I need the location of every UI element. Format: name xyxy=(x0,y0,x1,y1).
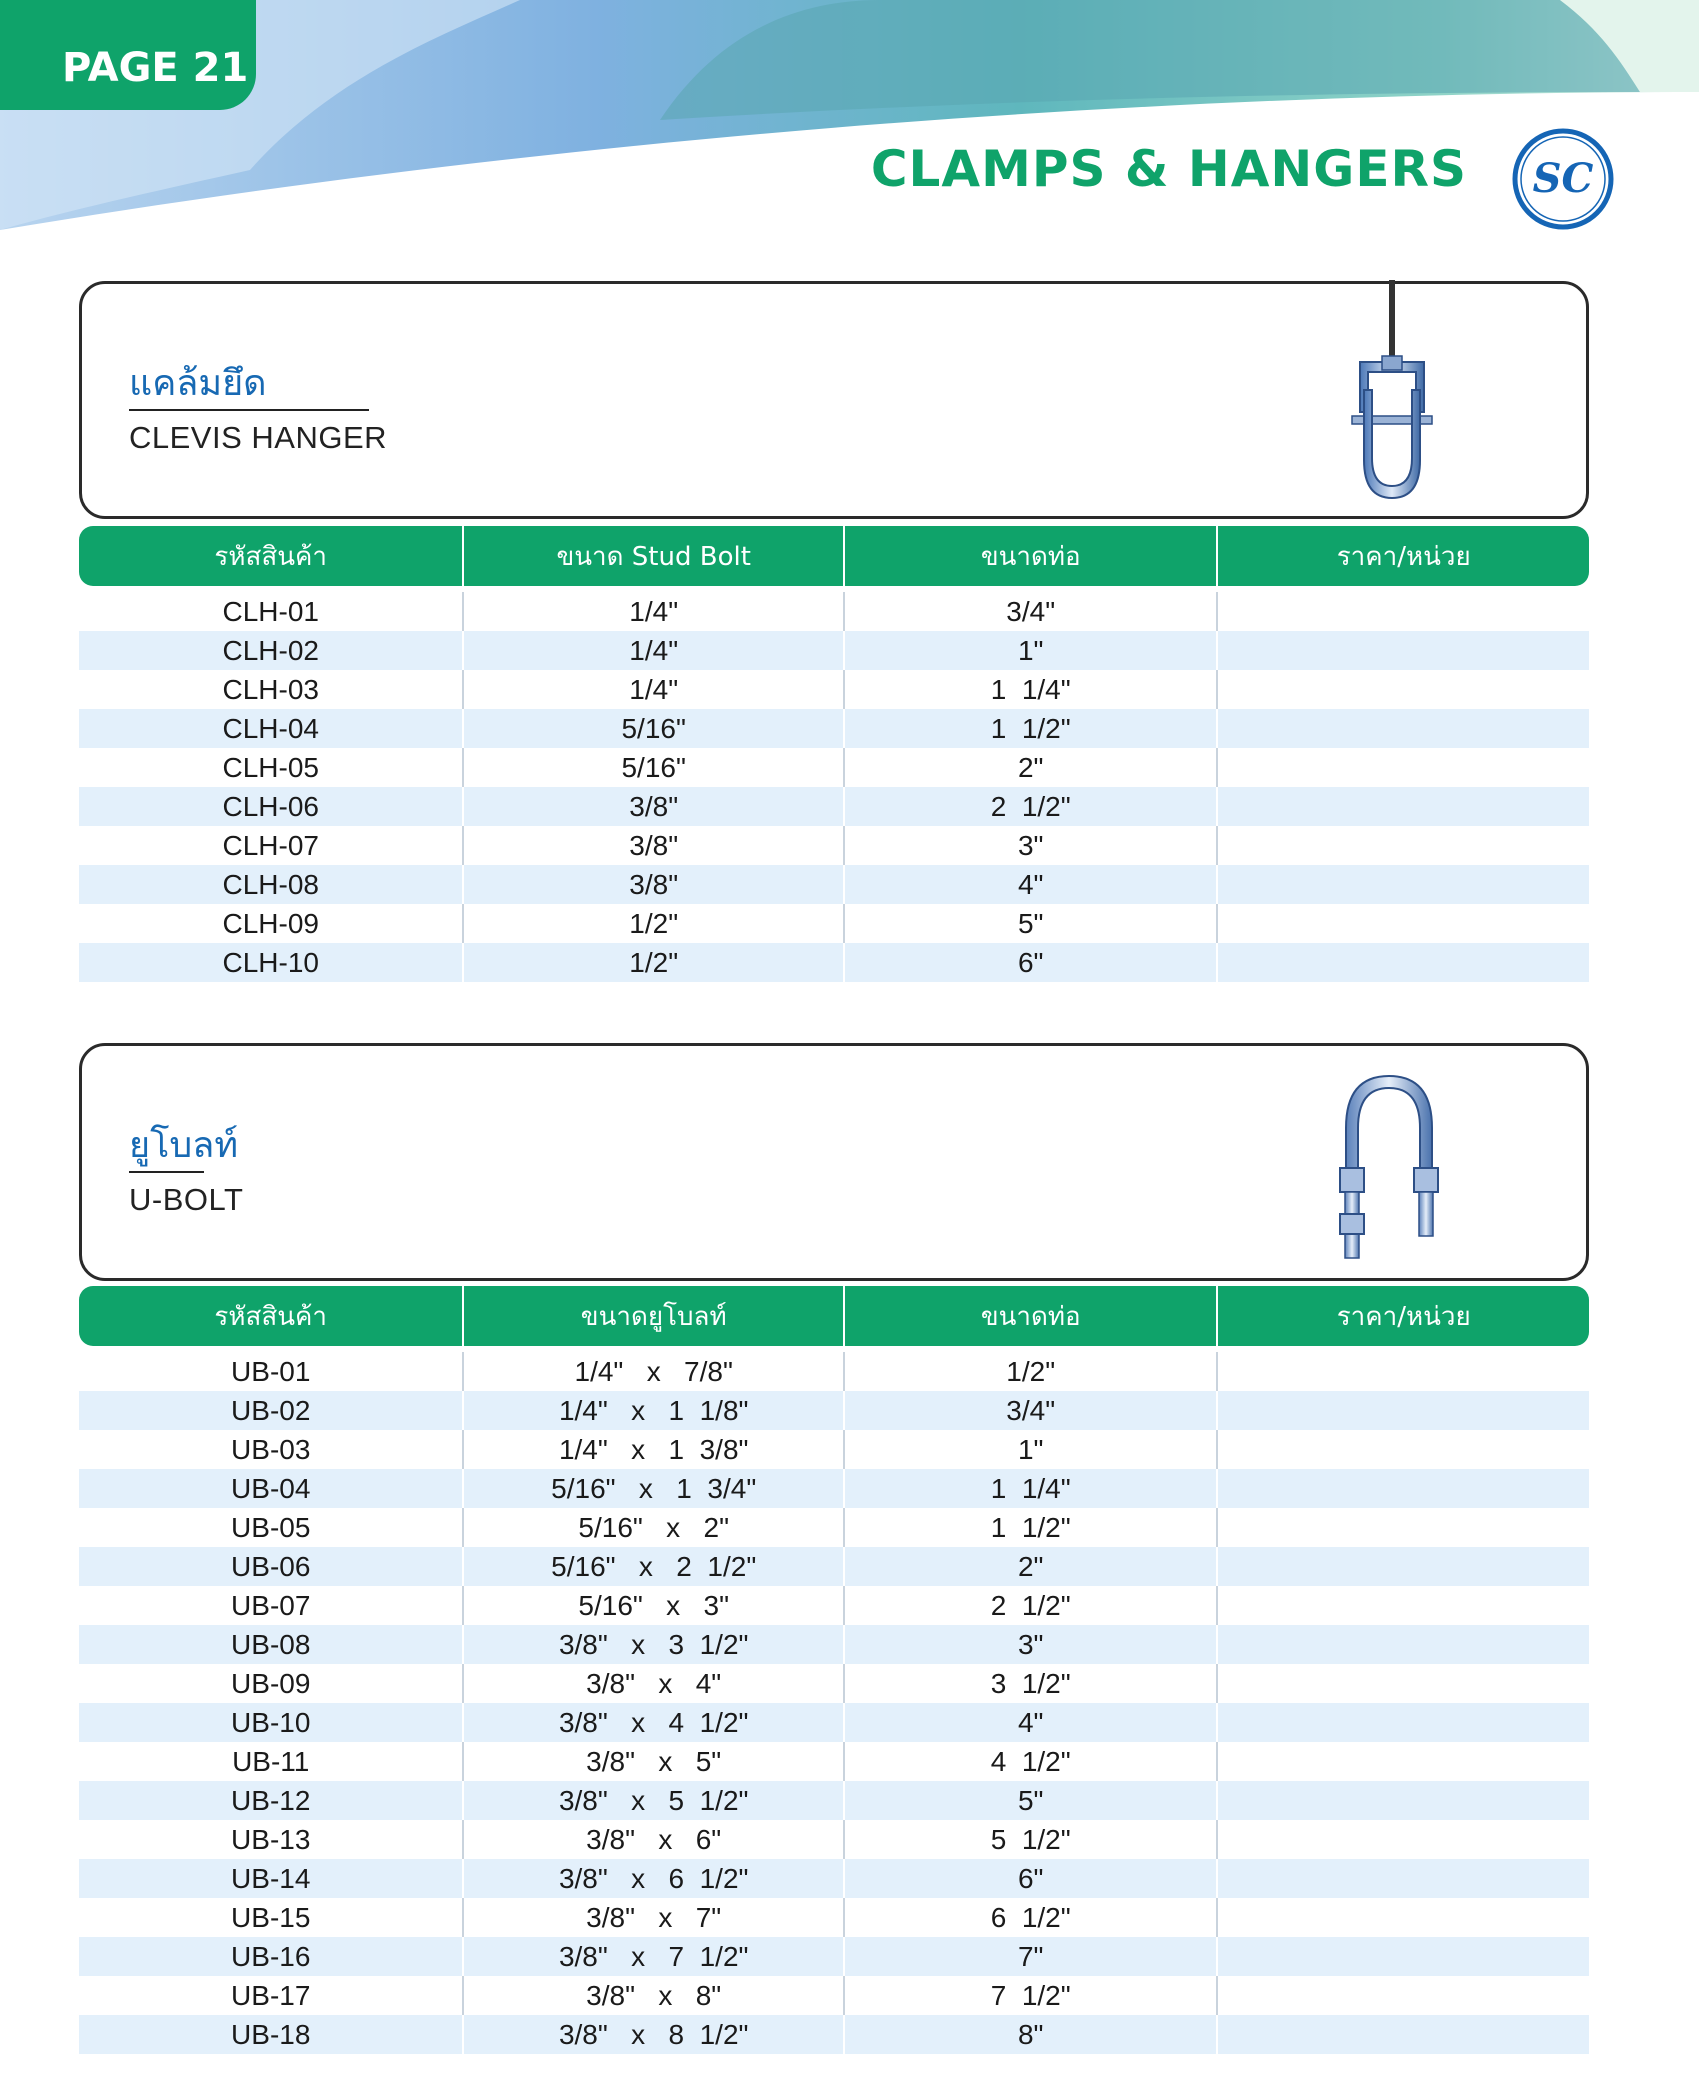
cell-unit-price xyxy=(1216,943,1589,982)
cell-pipe-size: 6" xyxy=(843,1859,1217,1898)
clevis-english-name: CLEVIS HANGER xyxy=(129,420,388,455)
table-row xyxy=(79,943,1589,982)
table-body xyxy=(79,592,1589,982)
table-row xyxy=(79,1508,1589,1547)
cell-unit-price xyxy=(1216,865,1589,904)
table-row xyxy=(79,1586,1589,1625)
cell-product-code: CLH-05 xyxy=(222,752,319,783)
cell-size: 3/8" x 6" xyxy=(462,1820,842,1859)
cell-size: 3/8" x 4 1/2" xyxy=(462,1703,842,1742)
cell-product-code: CLH-07 xyxy=(222,830,319,861)
cell-pipe-size: 5" xyxy=(843,904,1217,943)
header-unit-price: ราคา/หน่วย xyxy=(1216,526,1589,586)
cell-unit-price xyxy=(1216,1352,1589,1391)
cell-pipe-size: 3/4" xyxy=(843,592,1217,631)
cell-pipe-size: 7" xyxy=(843,1937,1217,1976)
cell-unit-price xyxy=(1216,1742,1589,1781)
cell-pipe-size: 5 1/2" xyxy=(843,1820,1217,1859)
cell-unit-price xyxy=(1216,904,1589,943)
cell-unit-price xyxy=(1216,1820,1589,1859)
cell-product-code: UB-16 xyxy=(231,1941,311,1972)
cell-unit-price xyxy=(1216,1703,1589,1742)
table-header xyxy=(79,526,1589,586)
cell-product-code: CLH-01 xyxy=(222,596,319,627)
cell-size: 3/8" x 7" xyxy=(462,1898,842,1937)
clevis-hanger-table xyxy=(79,526,1589,982)
cell-product-code: UB-13 xyxy=(231,1824,311,1855)
cell-size: 3/8" xyxy=(462,826,842,865)
cell-pipe-size: 5" xyxy=(843,1781,1217,1820)
cell-size: 1/4" xyxy=(462,670,842,709)
u-bolt-icon xyxy=(1324,1068,1454,1268)
table-row xyxy=(79,1352,1589,1391)
header-product-code: รหัสสินค้า xyxy=(214,1301,328,1332)
cell-product-code: UB-02 xyxy=(231,1395,311,1426)
ubolt-english-name: U-BOLT xyxy=(129,1182,244,1217)
cell-size: 1/4" xyxy=(462,592,842,631)
table-row xyxy=(79,709,1589,748)
table-row xyxy=(79,670,1589,709)
cell-pipe-size: 2 1/2" xyxy=(843,787,1217,826)
clevis-thai-name: แคล้มยึด xyxy=(129,363,267,404)
cell-product-code: UB-10 xyxy=(231,1707,311,1738)
cell-size: 3/8" x 7 1/2" xyxy=(462,1937,842,1976)
cell-product-code: CLH-02 xyxy=(222,635,319,666)
table-row xyxy=(79,826,1589,865)
table-row xyxy=(79,1820,1589,1859)
page-title: CLAMPS & HANGERS xyxy=(870,140,1467,198)
cell-pipe-size: 4 1/2" xyxy=(843,1742,1217,1781)
cell-size: 3/8" x 4" xyxy=(462,1664,842,1703)
cell-pipe-size: 3 1/2" xyxy=(843,1664,1217,1703)
cell-pipe-size: 2 1/2" xyxy=(843,1586,1217,1625)
table-row xyxy=(79,1703,1589,1742)
cell-pipe-size: 4" xyxy=(843,1703,1217,1742)
u-bolt-card xyxy=(79,1043,1589,1281)
cell-product-code: UB-15 xyxy=(231,1902,311,1933)
cell-pipe-size: 3" xyxy=(843,826,1217,865)
table-row xyxy=(79,1469,1589,1508)
cell-size: 1/4" x 1 1/8" xyxy=(462,1391,842,1430)
table-row xyxy=(79,1391,1589,1430)
clevis-hanger-icon xyxy=(1342,280,1442,510)
cell-unit-price xyxy=(1216,2015,1589,2054)
cell-product-code: UB-03 xyxy=(231,1434,311,1465)
cell-product-code: UB-11 xyxy=(232,1746,310,1777)
cell-pipe-size: 3" xyxy=(843,1625,1217,1664)
cell-product-code: UB-08 xyxy=(231,1629,311,1660)
cell-product-code: UB-01 xyxy=(231,1356,311,1387)
cell-size: 1/2" xyxy=(462,904,842,943)
cell-unit-price xyxy=(1216,1664,1589,1703)
header-unit-price: ราคา/หน่วย xyxy=(1216,1286,1589,1346)
cell-size: 3/8" x 8" xyxy=(462,1976,842,2015)
table-row xyxy=(79,1859,1589,1898)
cell-unit-price xyxy=(1216,1625,1589,1664)
cell-product-code: UB-07 xyxy=(231,1590,311,1621)
cell-unit-price xyxy=(1216,1781,1589,1820)
cell-unit-price xyxy=(1216,1898,1589,1937)
table-row xyxy=(79,904,1589,943)
cell-pipe-size: 1 1/4" xyxy=(843,670,1217,709)
divider xyxy=(129,1171,204,1173)
table-row xyxy=(79,1625,1589,1664)
cell-product-code: UB-18 xyxy=(231,2019,311,2050)
cell-size: 5/16" x 3" xyxy=(462,1586,842,1625)
header-pipe-size: ขนาดท่อ xyxy=(843,526,1217,586)
table-row xyxy=(79,865,1589,904)
cell-product-code: UB-04 xyxy=(231,1473,311,1504)
table-row xyxy=(79,787,1589,826)
cell-pipe-size: 7 1/2" xyxy=(843,1976,1217,2015)
cell-unit-price xyxy=(1216,1586,1589,1625)
cell-size: 5/16" x 2 1/2" xyxy=(462,1547,842,1586)
cell-product-code: CLH-03 xyxy=(222,674,319,705)
cell-size: 3/8" xyxy=(462,865,842,904)
cell-pipe-size: 6" xyxy=(843,943,1217,982)
cell-product-code: UB-05 xyxy=(231,1512,311,1543)
header-stud-bolt-size: ขนาด Stud Bolt xyxy=(462,526,842,586)
cell-product-code: UB-17 xyxy=(231,1980,311,2011)
cell-size: 3/8" x 5" xyxy=(462,1742,842,1781)
cell-size: 1/4" x 7/8" xyxy=(462,1352,842,1391)
cell-product-code: UB-14 xyxy=(231,1863,311,1894)
cell-product-code: CLH-04 xyxy=(222,713,319,744)
cell-pipe-size: 1 1/4" xyxy=(843,1469,1217,1508)
cell-unit-price xyxy=(1216,787,1589,826)
cell-product-code: CLH-09 xyxy=(222,908,319,939)
cell-unit-price xyxy=(1216,748,1589,787)
table-row xyxy=(79,1742,1589,1781)
cell-unit-price xyxy=(1216,1508,1589,1547)
cell-size: 5/16" xyxy=(462,709,842,748)
cell-pipe-size: 1/2" xyxy=(843,1352,1217,1391)
cell-unit-price xyxy=(1216,670,1589,709)
cell-size: 1/4" xyxy=(462,631,842,670)
svg-text:SC: SC xyxy=(1532,155,1594,202)
cell-product-code: UB-09 xyxy=(231,1668,311,1699)
table-row xyxy=(79,1781,1589,1820)
cell-unit-price xyxy=(1216,1430,1589,1469)
cell-pipe-size: 8" xyxy=(843,2015,1217,2054)
table-row xyxy=(79,1898,1589,1937)
table-row xyxy=(79,1664,1589,1703)
cell-pipe-size: 4" xyxy=(843,865,1217,904)
cell-size: 3/8" x 3 1/2" xyxy=(462,1625,842,1664)
cell-pipe-size: 1 1/2" xyxy=(843,709,1217,748)
table-row xyxy=(79,631,1589,670)
cell-product-code: CLH-06 xyxy=(222,791,319,822)
cell-size: 5/16" x 1 3/4" xyxy=(462,1469,842,1508)
cell-size: 5/16" xyxy=(462,748,842,787)
cell-unit-price xyxy=(1216,631,1589,670)
cell-unit-price xyxy=(1216,1547,1589,1586)
divider xyxy=(129,409,369,411)
cell-unit-price xyxy=(1216,592,1589,631)
header-u-bolt-size: ขนาดยูโบลท์ xyxy=(462,1286,842,1346)
cell-pipe-size: 3/4" xyxy=(843,1391,1217,1430)
cell-product-code: UB-12 xyxy=(231,1785,311,1816)
cell-unit-price xyxy=(1216,1976,1589,2015)
cell-product-code: CLH-10 xyxy=(222,947,319,978)
header-product-code: รหัสสินค้า xyxy=(214,541,328,572)
cell-pipe-size: 2" xyxy=(843,1547,1217,1586)
page-number-tab: PAGE 21 xyxy=(0,0,256,110)
table-row xyxy=(79,1547,1589,1586)
table-row xyxy=(79,1937,1589,1976)
table-row xyxy=(79,592,1589,631)
cell-size: 5/16" x 2" xyxy=(462,1508,842,1547)
cell-size: 1/2" xyxy=(462,943,842,982)
cell-size: 3/8" x 5 1/2" xyxy=(462,1781,842,1820)
cell-unit-price xyxy=(1216,826,1589,865)
table-row xyxy=(79,2015,1589,2054)
cell-pipe-size: 1" xyxy=(843,1430,1217,1469)
cell-product-code: UB-06 xyxy=(231,1551,311,1582)
cell-pipe-size: 1 1/2" xyxy=(843,1508,1217,1547)
cell-size: 3/8" x 6 1/2" xyxy=(462,1859,842,1898)
clevis-hanger-card xyxy=(79,281,1589,519)
cell-unit-price xyxy=(1216,1391,1589,1430)
cell-unit-price xyxy=(1216,1937,1589,1976)
table-row xyxy=(79,1430,1589,1469)
cell-size: 3/8" xyxy=(462,787,842,826)
cell-unit-price xyxy=(1216,709,1589,748)
cell-pipe-size: 2" xyxy=(843,748,1217,787)
cell-pipe-size: 1" xyxy=(843,631,1217,670)
cell-product-code: CLH-08 xyxy=(222,869,319,900)
u-bolt-table xyxy=(79,1286,1589,2054)
cell-size: 1/4" x 1 3/8" xyxy=(462,1430,842,1469)
table-header xyxy=(79,1286,1589,1346)
cell-unit-price xyxy=(1216,1469,1589,1508)
table-row xyxy=(79,748,1589,787)
ubolt-thai-name: ยูโบลท์ xyxy=(129,1125,239,1166)
cell-pipe-size: 6 1/2" xyxy=(843,1898,1217,1937)
table-body xyxy=(79,1352,1589,2054)
table-row xyxy=(79,1976,1589,2015)
cell-unit-price xyxy=(1216,1859,1589,1898)
sc-logo xyxy=(1510,126,1616,232)
cell-size: 3/8" x 8 1/2" xyxy=(462,2015,842,2054)
header-pipe-size: ขนาดท่อ xyxy=(843,1286,1217,1346)
